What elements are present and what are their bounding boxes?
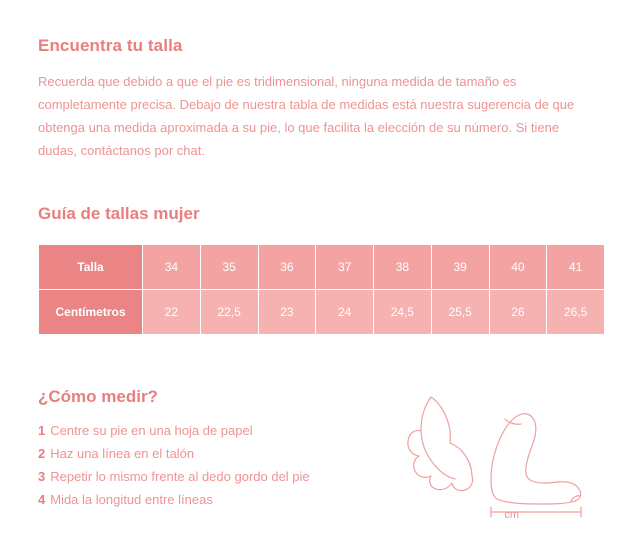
size-table: [38, 244, 605, 335]
table-cell: 38: [374, 245, 432, 290]
table-row: [39, 245, 605, 290]
page-title: Encuentra tu talla: [38, 36, 183, 55]
unit-label: cm: [504, 509, 519, 521]
table-cell: 25,5: [431, 290, 489, 335]
step-number: 2: [38, 446, 46, 461]
row-header-centimetros: Centímetros: [39, 290, 143, 335]
table-cell: 39: [431, 245, 489, 290]
step-number: 1: [38, 423, 46, 438]
step-text: Mida la longitud entre líneas: [50, 492, 213, 507]
step-text: Haz una línea en el talón: [50, 446, 195, 461]
table-row: [39, 290, 605, 335]
table-cell: 34: [143, 245, 201, 290]
row-header-talla: Talla: [39, 245, 143, 290]
table-cell: 22,5: [200, 290, 258, 335]
table-cell: 37: [316, 245, 374, 290]
intro-section: [38, 36, 605, 162]
table-cell: 26,5: [547, 290, 605, 335]
step-text: Repetir lo mismo frente al dedo gordo del pie: [50, 469, 310, 484]
table-cell: 40: [489, 245, 547, 290]
size-guide-section: [38, 204, 605, 335]
table-cell: 24,5: [374, 290, 432, 335]
step-number: 4: [38, 492, 46, 507]
how-to-measure-section: [38, 387, 605, 521]
table-cell: 35: [200, 245, 258, 290]
step-number: 3: [38, 469, 46, 484]
intro-paragraph: Recuerda que debido a que el pie es tridimensional, ninguna medida de tamaño es completamente precisa. Debajo de nuestra tabla de medidas está nuestra sugerencia de que obtenga una medida aproximada a su pie, lo que facilita la elección de su número. Si tiene dudas, contáctanos por chat.: [38, 74, 575, 158]
table-cell: 36: [258, 245, 316, 290]
table-cell: 24: [316, 290, 374, 335]
foot-measurement-icon: [395, 379, 605, 519]
table-cell: 26: [489, 290, 547, 335]
table-cell: 41: [547, 245, 605, 290]
how-to-measure-title: ¿Cómo medir?: [38, 387, 158, 406]
table-cell: 23: [258, 290, 316, 335]
table-cell: 22: [143, 290, 201, 335]
size-guide-title: Guía de tallas mujer: [38, 204, 200, 223]
step-text: Centre su pie en una hoja de papel: [50, 423, 253, 438]
